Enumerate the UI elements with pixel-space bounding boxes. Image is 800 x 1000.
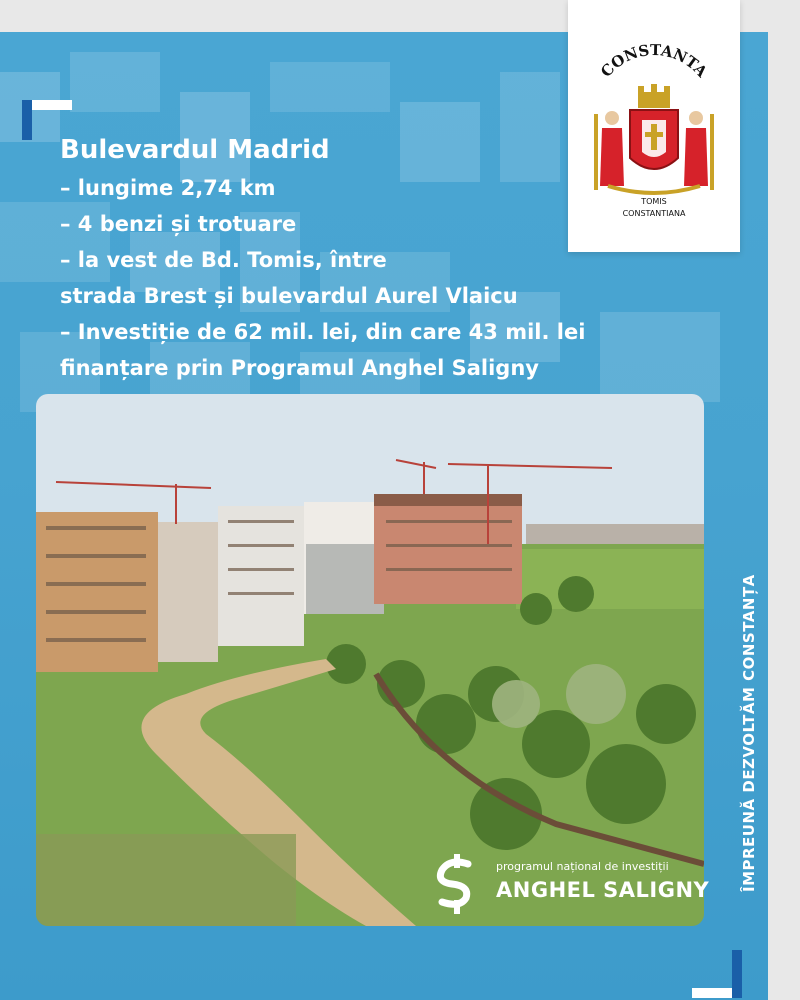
headline-line: – lungime 2,74 km	[60, 176, 276, 200]
anghel-saligny-logo-icon	[430, 854, 486, 914]
vertical-slogan-text: ÎMPREUNĂ DEZVOLTĂM CONSTANȚA	[740, 574, 758, 892]
construction-site-photo	[36, 394, 704, 926]
headline-line: – Investiție de 62 mil. lei, din care 43 mil. lei	[60, 320, 586, 344]
coat-of-arms-box	[568, 0, 740, 252]
headline-line: strada Brest și bulevardul Aurel Vlaicu	[60, 284, 518, 308]
headline-title: Bulevardul Madrid	[60, 135, 330, 165]
headline-line: – 4 benzi și trotuare	[60, 212, 297, 236]
arms-top-text: CONSTANTA	[597, 41, 711, 81]
arms-bottom-text-2: CONSTANTIANA	[622, 209, 686, 218]
sponsor-line-1: programul național de investiții	[496, 860, 669, 873]
headline-line: – la vest de Bd. Tomis, între	[60, 248, 387, 272]
headline-block	[60, 130, 586, 386]
city-coat-of-arms-icon	[568, 0, 740, 252]
sponsor-logo	[430, 852, 710, 916]
svg-text:CONSTANTA	[597, 41, 711, 81]
corner-bracket-bottom-right	[692, 950, 742, 998]
arms-bottom-text-1: TOMIS	[641, 197, 667, 206]
headline-line: finanțare prin Programul Anghel Saligny	[60, 356, 539, 380]
sponsor-line-2: ANGHEL SALIGNY	[496, 878, 710, 902]
photo-illustration	[36, 394, 704, 926]
